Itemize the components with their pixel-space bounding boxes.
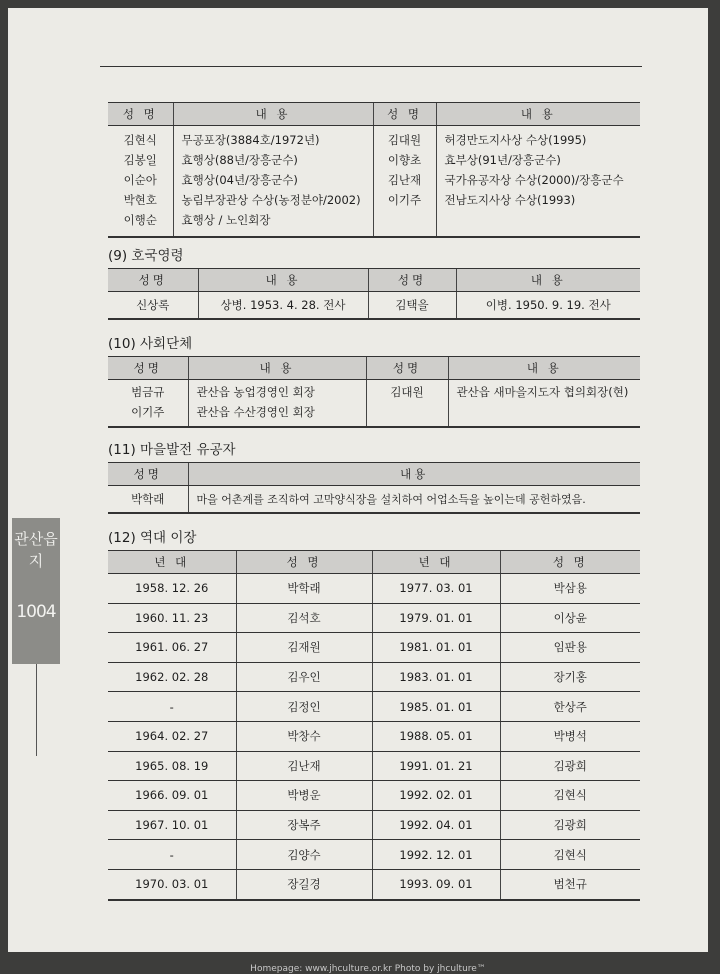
name-cell: 이상윤 bbox=[500, 603, 640, 633]
header-cell: 내 용 bbox=[456, 269, 640, 292]
year-cell: 1985. 01. 01 bbox=[372, 692, 500, 722]
table-row bbox=[108, 603, 640, 633]
names-cell bbox=[366, 380, 448, 428]
header-cell: 년 대 bbox=[372, 551, 500, 574]
content-cell: 상병. 1953. 4. 28. 전사 bbox=[198, 292, 368, 320]
table-header-row bbox=[108, 103, 640, 126]
name-cell: 박병운 bbox=[236, 781, 372, 811]
name: 김대원 bbox=[387, 133, 422, 147]
year-cell: 1992. 02. 01 bbox=[372, 781, 500, 811]
table-row bbox=[108, 810, 640, 840]
name-cell: 박학래 bbox=[108, 486, 188, 514]
table-row bbox=[108, 781, 640, 811]
name: 김대원 bbox=[390, 385, 424, 399]
year-cell: 1981. 01. 01 bbox=[372, 633, 500, 663]
name: 김현식 bbox=[123, 133, 157, 147]
name-cell: 장기홍 bbox=[500, 662, 640, 692]
year-cell: 1964. 02. 27 bbox=[108, 721, 236, 751]
header-cell: 내용 bbox=[188, 463, 640, 486]
content: 효부상(91년/장흥군수) bbox=[444, 153, 561, 167]
name-cell: 김현식 bbox=[500, 781, 640, 811]
header-cell: 년 대 bbox=[108, 551, 236, 574]
name-cell: 장길경 bbox=[236, 869, 372, 899]
year-cell: - bbox=[108, 840, 236, 870]
header-cell: 내 용 bbox=[436, 103, 640, 126]
table-row bbox=[108, 574, 640, 604]
year-cell: 1977. 03. 01 bbox=[372, 574, 500, 604]
name-cell: 박병석 bbox=[500, 721, 640, 751]
village-heads-table bbox=[108, 550, 640, 901]
header-cell: 성명 bbox=[366, 357, 448, 380]
header-cell: 성명 bbox=[108, 463, 188, 486]
name-cell: 김우인 bbox=[236, 662, 372, 692]
name-cell: 장복주 bbox=[236, 810, 372, 840]
year-cell: 1960. 11. 23 bbox=[108, 603, 236, 633]
name: 이향초 bbox=[387, 153, 422, 167]
social-groups-table bbox=[108, 356, 640, 428]
table-row bbox=[108, 292, 640, 320]
table-row bbox=[108, 692, 640, 722]
name-cell: 김광희 bbox=[500, 810, 640, 840]
header-cell: 내 용 bbox=[448, 357, 640, 380]
name-cell: 김정인 bbox=[236, 692, 372, 722]
name-cell: 박창수 bbox=[236, 721, 372, 751]
name-cell: 김택을 bbox=[368, 292, 456, 320]
section-heading: (10) 사회단체 bbox=[108, 336, 193, 352]
name: 박현호 bbox=[123, 193, 157, 207]
section-heading: (12) 역대 이장 bbox=[108, 530, 197, 546]
contents-cell bbox=[173, 126, 373, 238]
name-cell: 신상록 bbox=[108, 292, 198, 320]
header-cell: 성명 bbox=[108, 357, 188, 380]
table-row bbox=[108, 721, 640, 751]
veterans-table bbox=[108, 268, 640, 320]
content: 관산읍 수산경영인 회장 bbox=[196, 405, 315, 419]
content: 무공포장(3884호/1972년) bbox=[181, 133, 320, 147]
table-header-row bbox=[108, 551, 640, 574]
name: 이순아 bbox=[123, 173, 157, 187]
name-cell: 박삼용 bbox=[500, 574, 640, 604]
page-number: 1004 bbox=[16, 602, 56, 622]
name-cell: 김난재 bbox=[236, 751, 372, 781]
name-cell: 김양수 bbox=[236, 840, 372, 870]
content: 국가유공자상 수상(2000)/장흥군수 bbox=[444, 173, 624, 187]
content: 전남도지사상 수상(1993) bbox=[444, 193, 576, 207]
table-header-row bbox=[108, 357, 640, 380]
name: 범금규 bbox=[131, 385, 165, 399]
content: 관산읍 새마을지도자 협의회장(현) bbox=[456, 385, 629, 399]
year-cell: 1988. 05. 01 bbox=[372, 721, 500, 751]
table-row bbox=[108, 662, 640, 692]
side-rule bbox=[36, 664, 37, 756]
names-cell bbox=[373, 126, 436, 238]
header-rule bbox=[100, 66, 642, 67]
name-cell: 범천규 bbox=[500, 869, 640, 899]
content: 효행상 / 노인회장 bbox=[181, 213, 271, 227]
content: 허경만도지사상 수상(1995) bbox=[444, 133, 587, 147]
header-cell: 성 명 bbox=[236, 551, 372, 574]
contributors-table bbox=[108, 462, 640, 514]
year-cell: 1993. 09. 01 bbox=[372, 869, 500, 899]
name-cell: 김광희 bbox=[500, 751, 640, 781]
header-cell: 내 용 bbox=[188, 357, 366, 380]
header-cell: 성 명 bbox=[373, 103, 436, 126]
table-row bbox=[108, 380, 640, 428]
header-cell: 성 명 bbox=[500, 551, 640, 574]
contents-cell bbox=[436, 126, 640, 238]
content-cell: 이병. 1950. 9. 19. 전사 bbox=[456, 292, 640, 320]
content: 농림부장관상 수상(농정분야/2002) bbox=[181, 193, 361, 207]
names-cell bbox=[108, 126, 173, 238]
year-cell: 1965. 08. 19 bbox=[108, 751, 236, 781]
name: 김봉일 bbox=[123, 153, 157, 167]
table-row bbox=[108, 869, 640, 899]
contents-cell bbox=[188, 380, 366, 428]
book-page bbox=[8, 8, 708, 974]
year-cell: 1966. 09. 01 bbox=[108, 781, 236, 811]
side-tab bbox=[12, 518, 60, 664]
content: 효행상(88년/장흥군수) bbox=[181, 153, 298, 167]
table-row bbox=[108, 486, 640, 514]
year-cell: - bbox=[108, 692, 236, 722]
table-row bbox=[108, 633, 640, 663]
footer: Homepage: www.jhculture.or.kr Photo by jhculture™ bbox=[250, 964, 486, 974]
table-row bbox=[108, 751, 640, 781]
names-cell bbox=[108, 380, 188, 428]
content: 효행상(04년/장흥군수) bbox=[181, 173, 298, 187]
header-cell: 성명 bbox=[368, 269, 456, 292]
name: 김난재 bbox=[387, 173, 422, 187]
book-title bbox=[12, 528, 60, 572]
name: 이행순 bbox=[123, 213, 157, 227]
content: 관산읍 농업경영인 회장 bbox=[196, 385, 315, 399]
header-cell: 내 용 bbox=[173, 103, 373, 126]
table-header-row bbox=[108, 269, 640, 292]
village-heads-rows bbox=[108, 574, 640, 900]
name-cell: 임판용 bbox=[500, 633, 640, 663]
year-cell: 1958. 12. 26 bbox=[108, 574, 236, 604]
table-header-row bbox=[108, 463, 640, 486]
section-heading: (11) 마을발전 유공자 bbox=[108, 442, 236, 458]
book-title-text: 관산읍지 bbox=[14, 530, 58, 570]
year-cell: 1979. 01. 01 bbox=[372, 603, 500, 633]
name: 이기주 bbox=[387, 193, 422, 207]
name-cell: 박학래 bbox=[236, 574, 372, 604]
year-cell: 1983. 01. 01 bbox=[372, 662, 500, 692]
name-cell: 김현식 bbox=[500, 840, 640, 870]
year-cell: 1970. 03. 01 bbox=[108, 869, 236, 899]
name-cell: 한상주 bbox=[500, 692, 640, 722]
section-heading: (9) 호국영령 bbox=[108, 248, 184, 264]
table-row bbox=[108, 126, 640, 238]
name-cell: 김석호 bbox=[236, 603, 372, 633]
year-cell: 1992. 12. 01 bbox=[372, 840, 500, 870]
header-cell: 내 용 bbox=[198, 269, 368, 292]
year-cell: 1962. 02. 28 bbox=[108, 662, 236, 692]
year-cell: 1967. 10. 01 bbox=[108, 810, 236, 840]
contents-cell bbox=[448, 380, 640, 428]
name: 이기주 bbox=[131, 405, 165, 419]
year-cell: 1991. 01. 21 bbox=[372, 751, 500, 781]
name-cell: 김재원 bbox=[236, 633, 372, 663]
year-cell: 1992. 04. 01 bbox=[372, 810, 500, 840]
year-cell: 1961. 06. 27 bbox=[108, 633, 236, 663]
awards-table bbox=[108, 102, 640, 238]
header-cell: 성 명 bbox=[108, 103, 173, 126]
header-cell: 성명 bbox=[108, 269, 198, 292]
table-row bbox=[108, 840, 640, 870]
content-cell: 마을 어촌계를 조직하여 고막양식장을 설치하여 어업소득을 높이는데 공헌하였음. bbox=[188, 486, 640, 514]
